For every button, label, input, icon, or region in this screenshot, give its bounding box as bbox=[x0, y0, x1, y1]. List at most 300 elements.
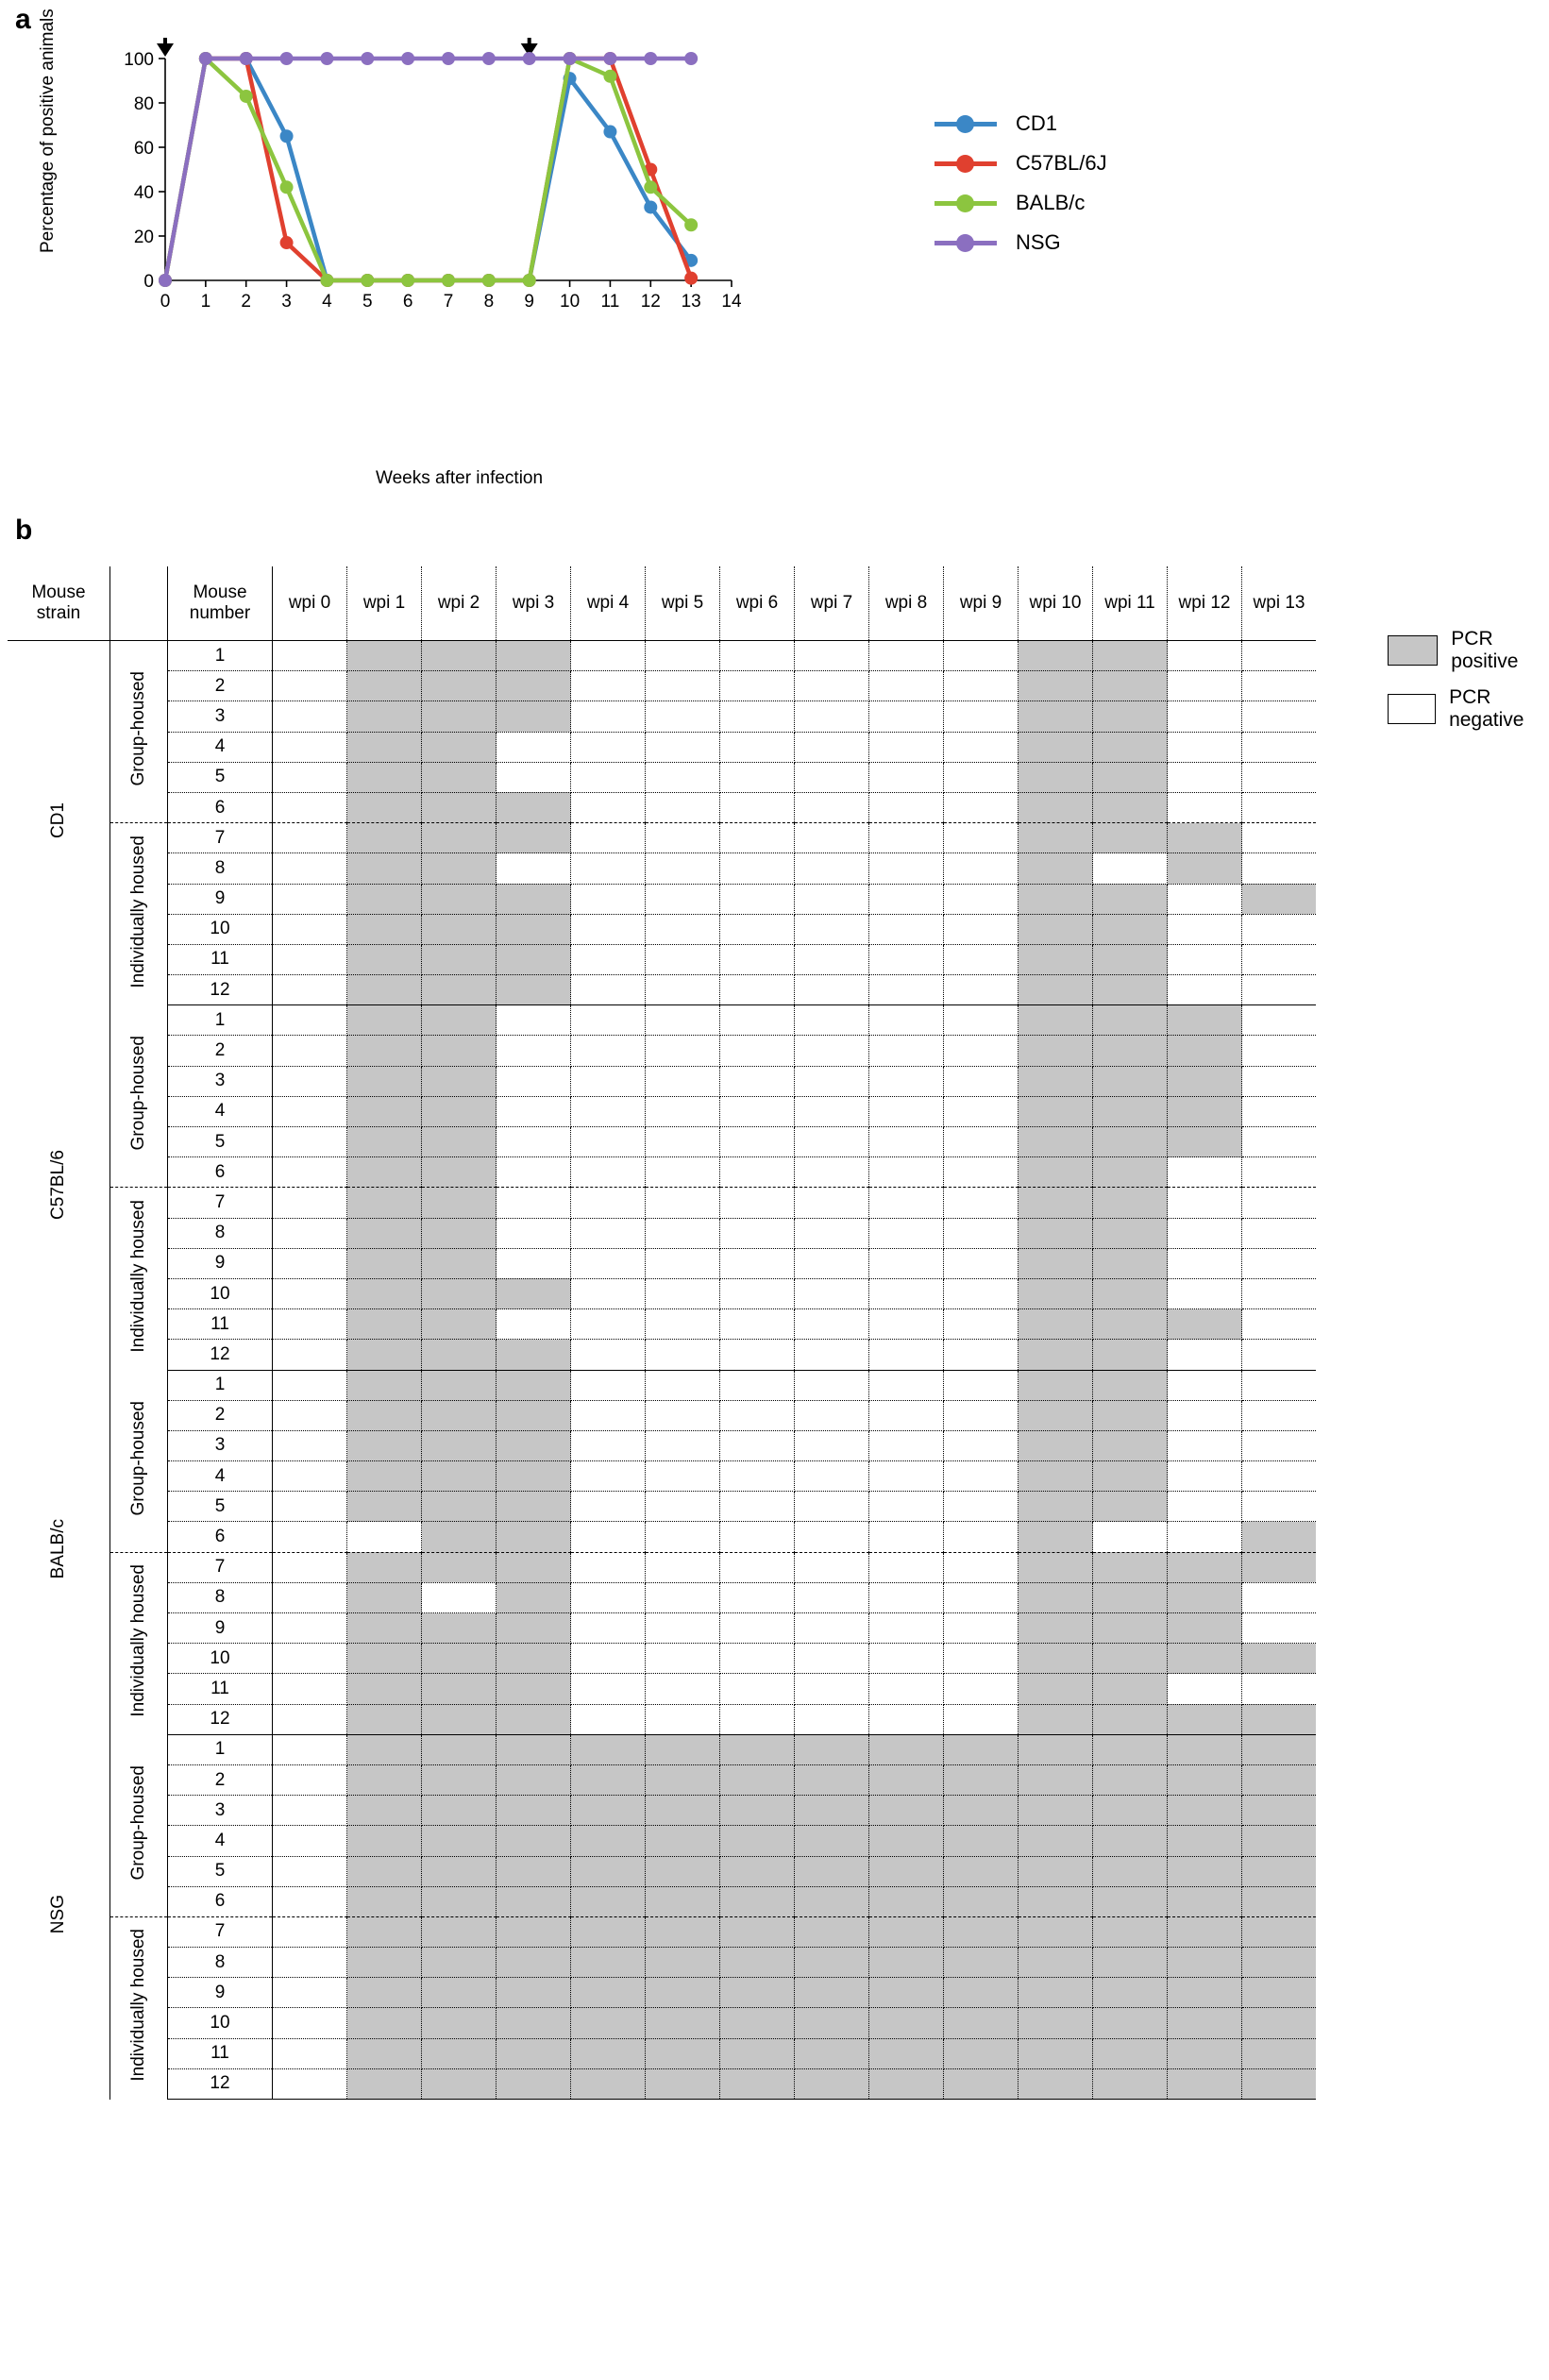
pcr-cell-negative bbox=[869, 944, 944, 974]
pcr-cell-negative bbox=[944, 1492, 1019, 1522]
pcr-cell-positive bbox=[1093, 1674, 1168, 1704]
pcr-cell-negative bbox=[869, 1096, 944, 1126]
pcr-cell-negative bbox=[347, 1522, 422, 1552]
pcr-cell-positive bbox=[1019, 2068, 1093, 2099]
pcr-cell-positive bbox=[422, 1916, 497, 1947]
header-housing bbox=[110, 566, 168, 641]
pcr-cell-positive bbox=[1242, 2068, 1317, 2099]
header-wpi-9: wpi 9 bbox=[944, 566, 1019, 641]
pcr-cell-negative bbox=[571, 1644, 646, 1674]
pcr-cell-positive bbox=[1093, 2038, 1168, 2068]
pcr-cell-negative bbox=[1242, 1278, 1317, 1308]
pcr-cell-negative bbox=[273, 1127, 347, 1157]
pcr-cell-positive bbox=[497, 1826, 571, 1856]
pcr-cell-negative bbox=[1168, 1278, 1242, 1308]
pcr-cell-positive bbox=[1093, 1644, 1168, 1674]
pcr-cell-positive bbox=[1242, 1948, 1317, 1978]
pcr-cell-positive bbox=[1019, 975, 1093, 1005]
mouse-number-cell: 11 bbox=[168, 1309, 273, 1340]
mouse-number-cell: 8 bbox=[168, 1218, 273, 1248]
pcr-cell-positive bbox=[1093, 1157, 1168, 1188]
pcr-cell-negative bbox=[1093, 853, 1168, 884]
svg-text:4: 4 bbox=[322, 292, 332, 312]
pcr-cell-positive bbox=[347, 1461, 422, 1492]
pcr-cell-negative bbox=[720, 1552, 795, 1582]
pcr-cell-negative bbox=[944, 884, 1019, 914]
pcr-cell-positive bbox=[795, 2008, 869, 2038]
pcr-cell-negative bbox=[571, 1309, 646, 1340]
pcr-cell-negative bbox=[571, 1522, 646, 1552]
pcr-cell-positive bbox=[347, 1340, 422, 1370]
pcr-cell-negative bbox=[273, 1370, 347, 1400]
pcr-cell-negative bbox=[273, 1096, 347, 1126]
pcr-cell-positive bbox=[1019, 1218, 1093, 1248]
pcr-cell-negative bbox=[795, 701, 869, 732]
pcr-cell-negative bbox=[646, 853, 720, 884]
pcr-cell-positive bbox=[1019, 1856, 1093, 1886]
pcr-cell-positive bbox=[944, 1978, 1019, 2008]
pcr-cell-negative bbox=[571, 762, 646, 792]
pcr-cell-positive bbox=[1093, 1492, 1168, 1522]
table-row bbox=[8, 1886, 1316, 1916]
pcr-cell-negative bbox=[273, 641, 347, 671]
pcr-cell-positive bbox=[1093, 1309, 1168, 1340]
pcr-cell-positive bbox=[1093, 1218, 1168, 1248]
pcr-cell-positive bbox=[646, 1978, 720, 2008]
pcr-cell-negative bbox=[944, 1309, 1019, 1340]
pcr-cell-positive bbox=[422, 1278, 497, 1308]
pcr-cell-negative bbox=[944, 823, 1019, 853]
pcr-cell-negative bbox=[497, 1248, 571, 1278]
legend-item-nsg bbox=[934, 223, 1107, 262]
pcr-cell-negative bbox=[720, 792, 795, 822]
table-row bbox=[8, 1552, 1316, 1582]
pcr-cell-negative bbox=[869, 1522, 944, 1552]
pcr-cell-negative bbox=[273, 671, 347, 701]
pcr-cell-negative bbox=[795, 1370, 869, 1400]
mouse-number-cell: 10 bbox=[168, 2008, 273, 2038]
pcr-cell-positive bbox=[347, 1492, 422, 1522]
pcr-cell-negative bbox=[646, 792, 720, 822]
pcr-cell-positive bbox=[422, 1856, 497, 1886]
pcr-cell-positive bbox=[795, 2038, 869, 2068]
pcr-cell-negative bbox=[944, 1340, 1019, 1370]
pcr-cell-positive bbox=[944, 1734, 1019, 1764]
pcr-cell-positive bbox=[1242, 1856, 1317, 1886]
pcr-cell-positive bbox=[571, 2038, 646, 2068]
pcr-cell-positive bbox=[1019, 944, 1093, 974]
pcr-cell-positive bbox=[422, 1218, 497, 1248]
pcr-cell-positive bbox=[1168, 2038, 1242, 2068]
pcr-cell-negative bbox=[1242, 1036, 1317, 1066]
pcr-cell-negative bbox=[571, 944, 646, 974]
table-row bbox=[8, 1400, 1316, 1430]
mouse-number-cell: 6 bbox=[168, 1522, 273, 1552]
pcr-cell-positive bbox=[869, 1886, 944, 1916]
pcr-cell-positive bbox=[347, 1916, 422, 1947]
pcr-cell-positive bbox=[944, 1796, 1019, 1826]
pcr-cell-negative bbox=[795, 823, 869, 853]
pcr-cell-positive bbox=[347, 884, 422, 914]
pcr-cell-negative bbox=[944, 1248, 1019, 1278]
pcr-result-table-wrapper bbox=[8, 566, 1316, 2100]
pcr-cell-negative bbox=[646, 823, 720, 853]
pcr-cell-positive bbox=[795, 1734, 869, 1764]
pcr-cell-negative bbox=[497, 1218, 571, 1248]
legend-line bbox=[934, 201, 997, 206]
pcr-cell-positive bbox=[347, 1582, 422, 1612]
pcr-cell-negative bbox=[869, 884, 944, 914]
pcr-cell-negative bbox=[646, 1278, 720, 1308]
mouse-number-cell: 5 bbox=[168, 1492, 273, 1522]
table-row bbox=[8, 2068, 1316, 2099]
pcr-cell-positive bbox=[1093, 1370, 1168, 1400]
svg-text:11: 11 bbox=[600, 292, 620, 312]
pcr-cell-positive bbox=[571, 1796, 646, 1826]
pcr-cell-positive bbox=[1242, 1916, 1317, 1947]
pcr-cell-positive bbox=[1019, 1188, 1093, 1218]
pcr-cell-positive bbox=[720, 2038, 795, 2068]
pcr-cell-positive bbox=[1242, 1522, 1317, 1552]
pcr-cell-positive bbox=[1019, 1948, 1093, 1978]
pcr-cell-positive bbox=[1019, 1978, 1093, 2008]
pcr-cell-positive bbox=[347, 641, 422, 671]
pcr-cell-positive bbox=[1019, 1674, 1093, 1704]
pcr-cell-negative bbox=[869, 1066, 944, 1096]
pcr-cell-positive bbox=[795, 1764, 869, 1795]
pcr-cell-negative bbox=[869, 641, 944, 671]
pcr-cell-positive bbox=[720, 1734, 795, 1764]
pcr-cell-negative bbox=[1168, 792, 1242, 822]
pcr-cell-negative bbox=[646, 1340, 720, 1370]
pcr-cell-negative bbox=[1168, 1188, 1242, 1218]
pcr-cell-negative bbox=[273, 975, 347, 1005]
pcr-cell-negative bbox=[646, 1066, 720, 1096]
pcr-cell-positive bbox=[497, 1704, 571, 1734]
housing-label-group: Group-housed bbox=[110, 1005, 168, 1188]
pcr-cell-negative bbox=[720, 853, 795, 884]
pcr-cell-negative bbox=[1242, 1370, 1317, 1400]
pcr-cell-negative bbox=[795, 1127, 869, 1157]
infection-arrow bbox=[157, 38, 174, 57]
pcr-cell-negative bbox=[795, 1552, 869, 1582]
pcr-cell-negative bbox=[795, 1522, 869, 1552]
pcr-cell-positive bbox=[1093, 1188, 1168, 1218]
pcr-cell-negative bbox=[1242, 1430, 1317, 1460]
pcr-cell-positive bbox=[347, 1157, 422, 1188]
pcr-cell-negative bbox=[1168, 975, 1242, 1005]
pcr-cell-positive bbox=[347, 1066, 422, 1096]
panel-b bbox=[0, 515, 1549, 2380]
pcr-cell-negative bbox=[646, 1522, 720, 1552]
pcr-cell-positive bbox=[422, 1552, 497, 1582]
pcr-cell-negative bbox=[720, 975, 795, 1005]
pcr-cell-positive bbox=[497, 1613, 571, 1644]
pcr-cell-positive bbox=[1168, 853, 1242, 884]
pcr-cell-positive bbox=[422, 1826, 497, 1856]
pcr-cell-positive bbox=[347, 823, 422, 853]
pcr-cell-positive bbox=[1093, 884, 1168, 914]
pcr-cell-negative bbox=[571, 1492, 646, 1522]
pcr-cell-negative bbox=[497, 1096, 571, 1126]
pcr-cell-negative bbox=[571, 1461, 646, 1492]
pcr-cell-negative bbox=[273, 1461, 347, 1492]
table-legend-item bbox=[1388, 628, 1549, 673]
pcr-cell-negative bbox=[944, 671, 1019, 701]
pcr-cell-negative bbox=[795, 1430, 869, 1460]
pcr-cell-positive bbox=[422, 1886, 497, 1916]
header-wpi-5: wpi 5 bbox=[646, 566, 720, 641]
pcr-cell-negative bbox=[571, 1400, 646, 1430]
pcr-cell-negative bbox=[944, 853, 1019, 884]
pcr-cell-negative bbox=[646, 1644, 720, 1674]
pcr-cell-negative bbox=[273, 701, 347, 732]
pcr-cell-positive bbox=[646, 1948, 720, 1978]
pcr-cell-positive bbox=[497, 975, 571, 1005]
pcr-cell-positive bbox=[1168, 1036, 1242, 1066]
pcr-cell-negative bbox=[497, 1005, 571, 1036]
pcr-cell-negative bbox=[795, 1644, 869, 1674]
pcr-cell-negative bbox=[273, 1582, 347, 1612]
pcr-cell-negative bbox=[795, 1492, 869, 1522]
pcr-cell-positive bbox=[422, 1644, 497, 1674]
pcr-cell-negative bbox=[944, 701, 1019, 732]
pcr-cell-negative bbox=[720, 823, 795, 853]
pcr-cell-positive bbox=[347, 1856, 422, 1886]
svg-text:9: 9 bbox=[524, 292, 535, 312]
x-axis-label: Weeks after infection bbox=[376, 468, 544, 488]
pcr-cell-positive bbox=[347, 732, 422, 762]
pcr-cell-positive bbox=[497, 823, 571, 853]
table-row bbox=[8, 1522, 1316, 1552]
pcr-cell-negative bbox=[497, 1036, 571, 1066]
pcr-cell-positive bbox=[347, 1613, 422, 1644]
mouse-number-cell: 4 bbox=[168, 1461, 273, 1492]
pcr-cell-positive bbox=[1019, 1157, 1093, 1188]
pcr-cell-positive bbox=[347, 1005, 422, 1036]
table-row bbox=[8, 1826, 1316, 1856]
pcr-cell-positive bbox=[422, 701, 497, 732]
pcr-cell-negative bbox=[273, 1278, 347, 1308]
pcr-cell-negative bbox=[273, 1036, 347, 1066]
pcr-cell-negative bbox=[273, 1764, 347, 1795]
pcr-cell-negative bbox=[720, 1218, 795, 1248]
pcr-cell-positive bbox=[422, 1978, 497, 2008]
pcr-cell-negative bbox=[646, 1248, 720, 1278]
pcr-cell-negative bbox=[795, 1340, 869, 1370]
pcr-cell-positive bbox=[422, 1430, 497, 1460]
panel-a-letter: a bbox=[15, 4, 31, 35]
pcr-cell-negative bbox=[720, 1157, 795, 1188]
table-row bbox=[8, 1461, 1316, 1492]
pcr-cell-negative bbox=[273, 1948, 347, 1978]
pcr-cell-negative bbox=[944, 792, 1019, 822]
pcr-cell-positive bbox=[1019, 1096, 1093, 1126]
pcr-cell-negative bbox=[1242, 762, 1317, 792]
pcr-cell-negative bbox=[795, 1278, 869, 1308]
pcr-cell-negative bbox=[571, 671, 646, 701]
pcr-cell-positive bbox=[422, 2008, 497, 2038]
pcr-cell-positive bbox=[571, 1916, 646, 1947]
pcr-cell-negative bbox=[1242, 823, 1317, 853]
table-legend bbox=[1388, 628, 1549, 745]
pcr-cell-positive bbox=[497, 1674, 571, 1704]
pcr-cell-positive bbox=[422, 1005, 497, 1036]
pcr-cell-negative bbox=[944, 1096, 1019, 1126]
line-chart bbox=[109, 38, 788, 312]
pcr-cell-negative bbox=[720, 1309, 795, 1340]
mouse-number-cell: 9 bbox=[168, 1978, 273, 2008]
pcr-cell-negative bbox=[571, 1036, 646, 1066]
pcr-cell-negative bbox=[571, 1674, 646, 1704]
table-row bbox=[8, 1644, 1316, 1674]
pcr-cell-negative bbox=[720, 884, 795, 914]
housing-label-group: Group-housed bbox=[110, 1734, 168, 1916]
pcr-cell-positive bbox=[347, 1370, 422, 1400]
pcr-cell-positive bbox=[1019, 2008, 1093, 2038]
pcr-cell-positive bbox=[795, 1886, 869, 1916]
chart-svg bbox=[109, 38, 826, 321]
pcr-cell-negative bbox=[646, 1127, 720, 1157]
pcr-cell-positive bbox=[795, 1948, 869, 1978]
housing-label-group: Group-housed bbox=[110, 1370, 168, 1552]
svg-text:20: 20 bbox=[133, 228, 154, 247]
pcr-cell-positive bbox=[422, 1309, 497, 1340]
pcr-cell-positive bbox=[422, 2068, 497, 2099]
pcr-cell-negative bbox=[869, 671, 944, 701]
table-row bbox=[8, 1096, 1316, 1126]
pcr-cell-negative bbox=[1168, 1218, 1242, 1248]
legend-swatch-label: PCR positive bbox=[1451, 628, 1519, 672]
pcr-cell-positive bbox=[497, 1582, 571, 1612]
pcr-cell-negative bbox=[273, 1005, 347, 1036]
pcr-cell-positive bbox=[1019, 1916, 1093, 1947]
mouse-number-cell: 3 bbox=[168, 1430, 273, 1460]
pcr-cell-negative bbox=[1242, 1492, 1317, 1522]
pcr-cell-negative bbox=[1168, 1430, 1242, 1460]
pcr-cell-positive bbox=[422, 1127, 497, 1157]
pcr-cell-positive bbox=[1168, 1127, 1242, 1157]
pcr-cell-negative bbox=[944, 1188, 1019, 1218]
pcr-cell-negative bbox=[720, 1096, 795, 1126]
pcr-cell-positive bbox=[422, 1066, 497, 1096]
pcr-cell-negative bbox=[273, 914, 347, 944]
pcr-cell-positive bbox=[1093, 1400, 1168, 1430]
table-row bbox=[8, 1188, 1316, 1218]
pcr-cell-negative bbox=[571, 1096, 646, 1126]
pcr-cell-negative bbox=[646, 701, 720, 732]
pcr-cell-positive bbox=[1168, 1734, 1242, 1764]
pcr-cell-negative bbox=[720, 1036, 795, 1066]
header-mouse-strain: Mouse strain bbox=[8, 566, 110, 641]
pcr-cell-negative bbox=[1168, 762, 1242, 792]
pcr-cell-negative bbox=[571, 1340, 646, 1370]
pcr-cell-positive bbox=[422, 975, 497, 1005]
pcr-cell-negative bbox=[571, 884, 646, 914]
y-axis-label: Percentage of positive animals bbox=[38, 8, 58, 253]
pcr-cell-negative bbox=[944, 975, 1019, 1005]
pcr-cell-positive bbox=[1093, 1005, 1168, 1036]
pcr-result-table bbox=[8, 566, 1316, 2100]
mouse-number-cell: 8 bbox=[168, 853, 273, 884]
pcr-cell-positive bbox=[422, 732, 497, 762]
pcr-cell-positive bbox=[347, 975, 422, 1005]
pcr-cell-negative bbox=[720, 1005, 795, 1036]
pcr-cell-negative bbox=[422, 1582, 497, 1612]
pcr-cell-negative bbox=[869, 914, 944, 944]
pcr-cell-negative bbox=[571, 1066, 646, 1096]
pcr-cell-positive bbox=[1093, 1096, 1168, 1126]
mouse-number-cell: 12 bbox=[168, 1340, 273, 1370]
pcr-cell-negative bbox=[944, 1036, 1019, 1066]
pcr-cell-positive bbox=[347, 853, 422, 884]
pcr-cell-negative bbox=[1242, 1157, 1317, 1188]
pcr-cell-positive bbox=[944, 1948, 1019, 1978]
pcr-cell-positive bbox=[1093, 1248, 1168, 1278]
table-row bbox=[8, 1157, 1316, 1188]
pcr-cell-negative bbox=[571, 792, 646, 822]
pcr-cell-negative bbox=[646, 1430, 720, 1460]
pcr-cell-negative bbox=[869, 1036, 944, 1066]
pcr-cell-negative bbox=[944, 1066, 1019, 1096]
pcr-cell-negative bbox=[795, 1704, 869, 1734]
pcr-cell-positive bbox=[1093, 1552, 1168, 1582]
table-row bbox=[8, 1796, 1316, 1826]
pcr-cell-positive bbox=[347, 1552, 422, 1582]
pcr-cell-positive bbox=[497, 1400, 571, 1430]
mouse-number-cell: 11 bbox=[168, 1674, 273, 1704]
svg-text:12: 12 bbox=[640, 292, 661, 312]
mouse-number-cell: 3 bbox=[168, 1066, 273, 1096]
pcr-cell-negative bbox=[869, 1157, 944, 1188]
pcr-cell-negative bbox=[795, 944, 869, 974]
pcr-cell-positive bbox=[720, 1764, 795, 1795]
pcr-cell-positive bbox=[497, 701, 571, 732]
pcr-cell-negative bbox=[795, 1218, 869, 1248]
svg-text:40: 40 bbox=[133, 183, 154, 203]
pcr-cell-positive bbox=[869, 1796, 944, 1826]
pcr-cell-negative bbox=[273, 1856, 347, 1886]
table-row bbox=[8, 1248, 1316, 1278]
table-row bbox=[8, 2038, 1316, 2068]
header-wpi-1: wpi 1 bbox=[347, 566, 422, 641]
table-row bbox=[8, 944, 1316, 974]
pcr-cell-negative bbox=[571, 823, 646, 853]
pcr-cell-negative bbox=[869, 1644, 944, 1674]
mouse-number-cell: 2 bbox=[168, 1764, 273, 1795]
pcr-cell-positive bbox=[1168, 1916, 1242, 1947]
pcr-cell-positive bbox=[422, 1948, 497, 1978]
pcr-cell-positive bbox=[571, 2008, 646, 2038]
pcr-cell-positive bbox=[422, 853, 497, 884]
pcr-cell-positive bbox=[944, 1856, 1019, 1886]
pcr-cell-negative bbox=[720, 1370, 795, 1400]
pcr-cell-negative bbox=[944, 1461, 1019, 1492]
pcr-cell-negative bbox=[869, 792, 944, 822]
pcr-cell-positive bbox=[1019, 1704, 1093, 1734]
pcr-cell-negative bbox=[1242, 1309, 1317, 1340]
pcr-cell-positive bbox=[1093, 1886, 1168, 1916]
pcr-cell-negative bbox=[720, 762, 795, 792]
pcr-cell-positive bbox=[1019, 1552, 1093, 1582]
table-row bbox=[8, 1278, 1316, 1308]
pcr-cell-negative bbox=[646, 641, 720, 671]
table-row bbox=[8, 1430, 1316, 1460]
table-row bbox=[8, 853, 1316, 884]
pcr-cell-negative bbox=[720, 1704, 795, 1734]
pcr-cell-negative bbox=[273, 1978, 347, 2008]
pcr-cell-negative bbox=[1242, 1248, 1317, 1278]
